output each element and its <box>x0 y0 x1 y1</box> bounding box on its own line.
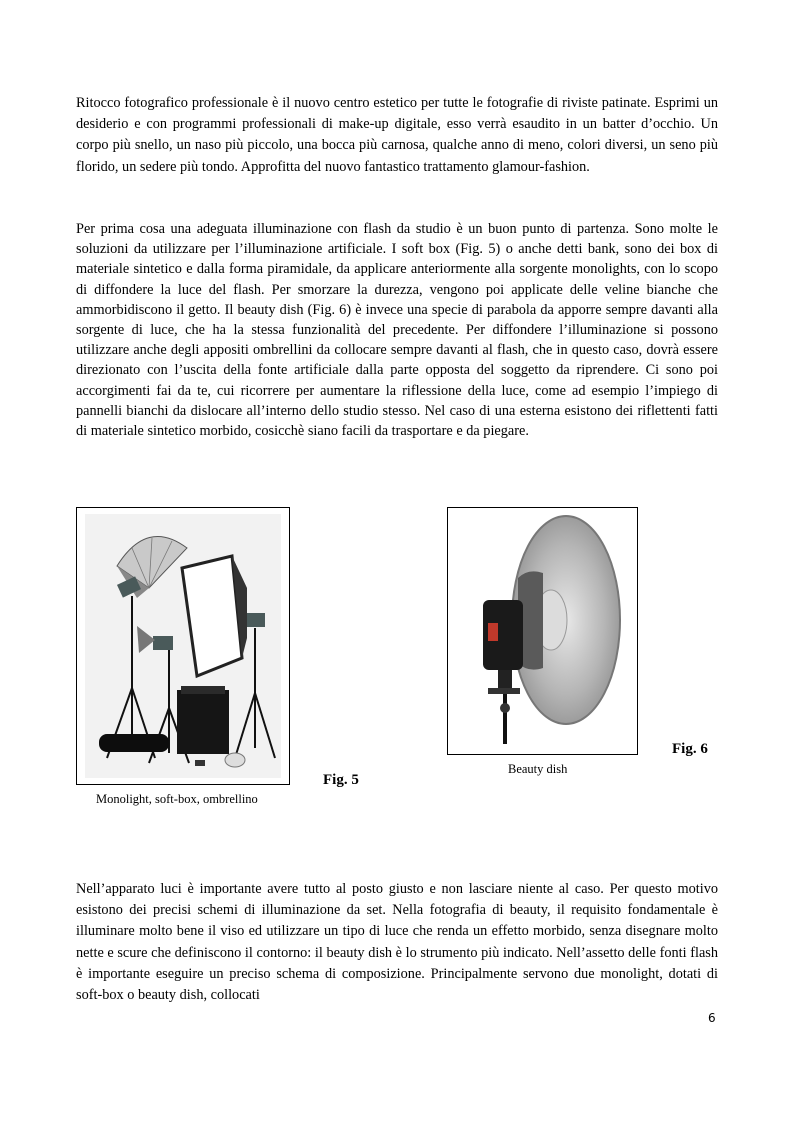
figure-5-label: Fig. 5 <box>323 772 359 788</box>
figure-6-label: Fig. 6 <box>672 741 708 757</box>
figure-5-image <box>76 507 290 785</box>
paragraph-intro: Ritocco fotografico professionale è il nuovo centro estetico per tutte le fotografie di riviste patinate. Esprimi un desiderio e con programmi professionali di make-up digitale, esso verrà esaudito in un batter d’occhio. Un corpo più snello, un naso più piccolo, una bocca più carnosa, qualche anno di meno, colori diversi, un seno più florido, un sedere più tondo. Approfitta del nuovo fantastico trattamento glamour-fashion. <box>76 95 718 175</box>
page-number: 6 <box>708 1011 716 1025</box>
paragraph-lighting: Per prima cosa una adeguata illuminazione con flash da studio è un buon punto di partenza. Sono molte le soluzioni da utilizzare per l’illuminazione artificiale. I soft box (Fig. 5) o anche detti bank, sono dei box di materiale sintetico e dalla forma piramidale, da applicare anteriormente alla sorgente monolights, con lo scopo di diffondere la luce del flash. Per smorzare la durezza, vengono poi applicate delle veline bianche che ammorbidiscono il getto. Il beauty dish (Fig. 6) è invece una specie di parabola da apporre sempre davanti alla sorgente di luce, che ha la stessa funzionalità del precedente. Per diffondere l’illuminazione si possono utilizzare anche degli appositi ombrellini da collocare sempre davanti al flash, che in questo caso, dovrà essere direzionato con l’uscita della fonte artificiale dalla parte opposta del soggetto da riprendere. Ci sono poi accorgimenti fai da te, cui ricorrere per aumentare la riflessione della luce, come ad esempio l’impiego di pannelli bianchi da dislocare all’interno dello studio stesso. Nel caso di una esterna esistono dei riflettenti fatti di materiale sintetico morbido, cosicchè siano facili da trasportare e da piegare. <box>76 221 718 440</box>
figure-6-image <box>447 507 638 755</box>
figure-5-caption: Monolight, soft-box, ombrellino <box>96 792 258 806</box>
figure-6-caption: Beauty dish <box>508 762 568 776</box>
paragraph-lighting-schemes: Nell’apparato luci è importante avere tutto al posto giusto e non lasciare niente al caso. Per questo motivo esistono dei precisi schemi di illuminazione da set. Nella fotografia di beauty, il requisito fondamentale è illuminare molto bene il viso ed utilizzare un tipo di luce che renda un effetto morbido, senza disegnare molto nette e scure che definiscono il contorno: il beauty dish è lo strumento più indicato. Nell’assetto delle fonti flash è importante eseguire un preciso schema di composizione. Principalmente servono due monolight, dotati di soft-box o beauty dish, collocati <box>76 881 718 1004</box>
